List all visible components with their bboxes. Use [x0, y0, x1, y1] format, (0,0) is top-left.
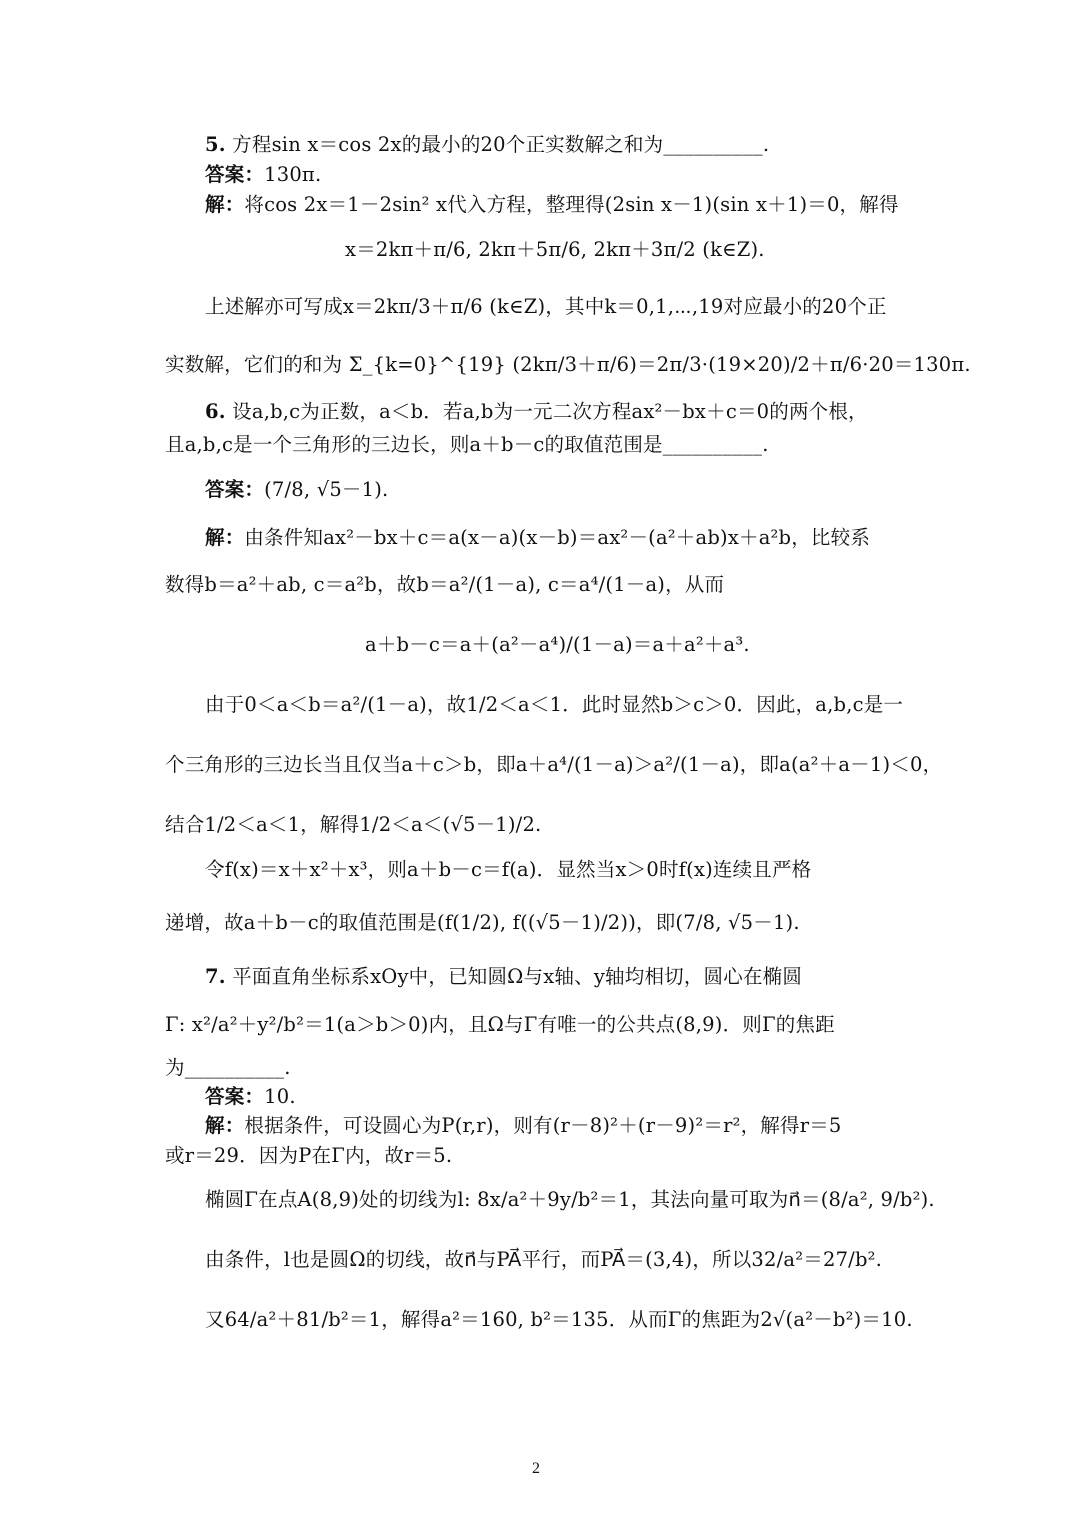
- problem-7-solution-line: 解：根据条件，可设圆心为P(r,r)，则有(r－8)²＋(r－9)²＝r²，解得r＝5: [205, 1114, 842, 1137]
- problem-7-question: 7. 平面直角坐标系xOy中，已知圆Ω与x轴、y轴均相切，圆心在椭圆: [205, 965, 803, 988]
- problem-6-question: 6. 设a,b,c为正数，a＜b．若a,b为一元二次方程ax²－bx＋c＝0的两个根，: [205, 400, 868, 423]
- problem-5-answer: 答案：130π.: [205, 163, 322, 186]
- page-number: 2: [532, 1460, 540, 1477]
- problem-7-answer: 答案：10.: [205, 1085, 296, 1108]
- problem-5-solution-line: 解：将cos 2x＝1－2sin² x代入方程，整理得(2sin x－1)(sin x＋1)＝0，解得: [205, 193, 899, 216]
- problem-6-solution-line: 递增，故a＋b－c的取值范围是(f(1/2), f((√5－1)/2))，即(7/8, √5－1).: [165, 911, 800, 934]
- problem-6-solution-line: a＋b－c＝a＋(a²－a⁴)/(1－a)＝a＋a²＋a³.: [365, 633, 750, 656]
- problem-5-solution-line: 上述解亦可写成x＝2kπ/3＋π/6 (k∈Z)，其中k＝0,1,⋯,19对应最小的20个正: [205, 295, 887, 318]
- problem-7-solution-line: 椭圆Γ在点A(8,9)处的切线为l: 8x/a²＋9y/b²＝1，其法向量可取为n⃗＝(8/a², 9/b²).: [205, 1188, 935, 1211]
- problem-5-solution-line: 实数解，它们的和为 Σ_{k=0}^{19} (2kπ/3＋π/6)＝2π/3·(19×20)/2＋π/6·20＝130π.: [165, 353, 971, 376]
- problem-7-solution-line: 或r＝29．因为P在Γ内，故r＝5.: [165, 1144, 453, 1167]
- problem-7-question-line: 为__________.: [165, 1056, 291, 1079]
- problem-6-question-line: 且a,b,c是一个三角形的三边长，则a＋b－c的取值范围是__________.: [165, 433, 769, 456]
- problem-5-solution-line: x＝2kπ＋π/6, 2kπ＋5π/6, 2kπ＋3π/2 (k∈Z).: [345, 238, 765, 261]
- problem-6-solution-line: 由于0＜a＜b＝a²/(1－a)，故1/2＜a＜1．此时显然b＞c＞0．因此，a,b,c是一: [205, 693, 904, 716]
- problem-6-answer: 答案：(7/8, √5－1).: [205, 478, 389, 501]
- problem-6-solution-line: 解：由条件知ax²－bx＋c＝a(x－a)(x－b)＝ax²－(a²＋ab)x＋a²b，比较系: [205, 526, 871, 549]
- problem-6-solution-line: 结合1/2＜a＜1，解得1/2＜a＜(√5－1)/2.: [165, 813, 542, 836]
- problem-7-solution-line: 由条件，l也是圆Ω的切线，故n⃗与PA⃗平行，而PA⃗＝(3,4)，所以32/a²＝27/b².: [205, 1248, 883, 1271]
- problem-6-solution-line: 令f(x)＝x＋x²＋x³，则a＋b－c＝f(a)．显然当x＞0时f(x)连续且严格: [205, 858, 812, 881]
- problem-7-solution-line: 又64/a²＋81/b²＝1，解得a²＝160, b²＝135．从而Γ的焦距为2√(a²－b²)＝10.: [205, 1308, 913, 1331]
- problem-6-solution-line: 个三角形的三边长当且仅当a＋c＞b，即a＋a⁴/(1－a)＞a²/(1－a)，即a(a²＋a－1)＜0，: [165, 753, 943, 776]
- problem-6-solution-line: 数得b＝a²＋ab, c＝a²b，故b＝a²/(1－a), c＝a⁴/(1－a)，从而: [165, 573, 725, 596]
- problem-7-question-line: Γ: x²/a²＋y²/b²＝1(a＞b＞0)内，且Ω与Γ有唯一的公共点(8,9)．则Γ的焦距: [165, 1013, 835, 1036]
- problem-5-question: 5. 方程sin x＝cos 2x的最小的20个正实数解之和为__________.: [205, 133, 770, 156]
